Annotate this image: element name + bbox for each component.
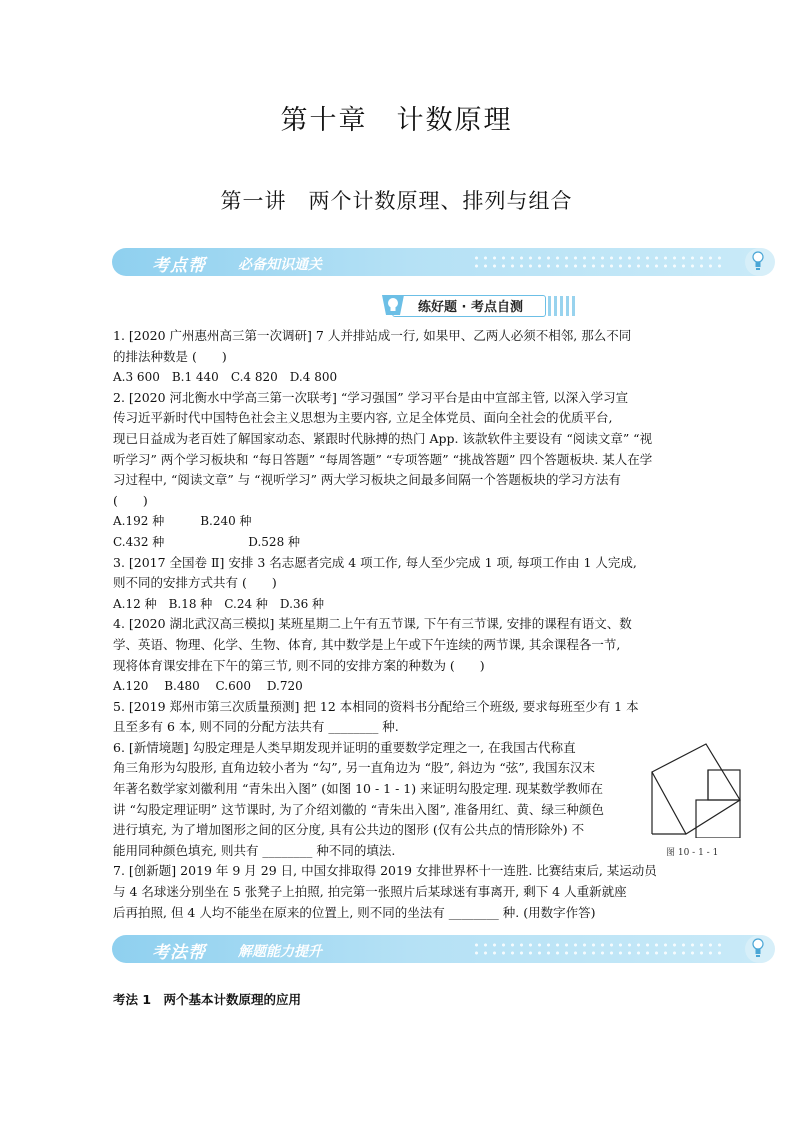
- question-text-line: 则不同的安排方式共有 ( ): [113, 575, 277, 591]
- question-item: [113, 388, 683, 553]
- section-banner-kaodianbang: [112, 248, 775, 276]
- question-options: C.432 种 D.528 种: [113, 534, 301, 549]
- question-text-line: 现将体育课安排在下午的第三节, 则不同的安排方案的种数为 ( ): [113, 657, 485, 673]
- question-text-line: 进行填充, 为了增加图形之间的区分度, 具有公共边的图形 (仅有公共点的情形除外) 不: [113, 822, 585, 838]
- question-options: A.192 种 B.240 种: [113, 514, 252, 529]
- question-text-line: 1. [2020 广州惠州高三第一次调研] 7 人并排站成一行, 如果甲、乙两人必须不相邻, 那么不同: [113, 328, 632, 343]
- banner-dot-pattern: [472, 941, 722, 957]
- question-item: [113, 738, 683, 862]
- question-text-line: 能用同种颜色填充, 则共有 ________ 种不同的填法.: [113, 842, 396, 858]
- question-text-line: 年著名数学家刘徽利用 “青朱出入图” (如图 10 - 1 - 1) 来证明勾股定理. 现某数学教师在: [113, 781, 604, 797]
- question-text-line: ( ): [113, 492, 148, 508]
- question-text-line: 习过程中, “阅读文章” 与 “视听学习” 两大学习板块之间最多间隔一个答题板块的学习方法有: [113, 472, 621, 488]
- banner-dot-pattern: [472, 254, 722, 270]
- question-text-line: 后再拍照, 但 4 人均不能坐在原来的位置上, 则不同的坐法有 ________ 种. (用数字作答): [113, 904, 596, 920]
- question-item: [113, 861, 683, 923]
- section-banner-kaofabang: [112, 935, 775, 963]
- banner-title: 考点帮: [152, 256, 206, 276]
- lightbulb-icon: [751, 937, 765, 959]
- question-text-line: 与 4 名球迷分别坐在 5 张凳子上拍照, 拍完第一张照片后某球迷有事离开, 剩下 4 人重新就座: [113, 884, 627, 900]
- banner-title: 考法帮: [152, 943, 206, 963]
- lightbulb-badge-icon: [380, 293, 406, 317]
- question-list: [113, 326, 683, 923]
- qingzhu-churu-figure: [648, 742, 744, 838]
- banner-subtitle: 解题能力提升: [238, 944, 322, 960]
- practice-tag: [380, 293, 580, 317]
- question-options: A.3 600 B.1 440 C.4 820 D.4 800: [113, 370, 338, 385]
- lecture-title: 第一讲 两个计数原理、排列与组合: [220, 189, 573, 213]
- practice-tag-stripes: [548, 296, 578, 316]
- question-text-line: 且至多有 6 本, 则不同的分配方法共有 ________ 种.: [113, 719, 399, 735]
- practice-tag-label: 练好题 · 考点自测: [418, 300, 523, 315]
- question-item: [113, 553, 683, 615]
- figure-caption: 图 10 - 1 - 1: [666, 848, 719, 858]
- question-text-line: 7. [创新题] 2019 年 9 月 29 日, 中国女排取得 2019 女排世界杯十一连胜. 比赛结束后, 某运动员: [113, 863, 657, 879]
- banner-subtitle: 必备知识通关: [238, 257, 322, 273]
- chapter-title: 第十章 计数原理: [280, 105, 513, 136]
- question-options: A.120 B.480 C.600 D.720: [113, 679, 303, 694]
- question-text-line: 3. [2017 全国卷 Ⅱ] 安排 3 名志愿者完成 4 项工作, 每人至少完成 1 项, 每项工作由 1 人完成,: [113, 554, 637, 570]
- question-text-line: 听学习” 两个学习板块和 “每日答题” “每周答题” “专项答题” “挑战答题” 四个答题板块. 某人在学: [113, 451, 653, 467]
- question-text-line: 学、英语、物理、化学、生物、体育, 其中数学是上午或下午连续的两节课, 其余课程各一节,: [113, 636, 621, 652]
- question-options: A.12 种 B.18 种 C.24 种 D.36 种: [113, 596, 325, 611]
- method-heading: 考法 1 两个基本计数原理的应用: [113, 992, 302, 1007]
- question-text-line: 讲 “勾股定理证明” 这节课时, 为了介绍刘徽的 “青朱出入图”, 准备用红、黄、绿三种颜色: [113, 801, 604, 817]
- question-item: [113, 326, 683, 388]
- question-item: [113, 697, 683, 738]
- lightbulb-icon: [751, 250, 765, 272]
- question-item: [113, 614, 683, 696]
- question-text-line: 6. [新情境题] 勾股定理是人类早期发现并证明的重要数学定理之一, 在我国古代称直: [113, 739, 576, 755]
- question-text-line: 5. [2019 郑州市第三次质量预测] 把 12 本相同的资料书分配给三个班级, 要求每班至少有 1 本: [113, 698, 639, 714]
- question-text-line: 角三角形为勾股形, 直角边较小者为 “勾”, 另一直角边为 “股”, 斜边为 “弦”, 我国东汉末: [113, 760, 596, 776]
- question-text-line: 2. [2020 河北衡水中学高三第一次联考] “学习强国” 学习平台是由中宣部主管, 以深入学习宣: [113, 389, 629, 405]
- question-text-line: 现已日益成为老百姓了解国家动态、紧跟时代脉搏的热门 App. 该款软件主要设有 “阅读文章” “视: [113, 430, 653, 446]
- question-text-line: 传习近平新时代中国特色社会主义思想为主要内容, 立足全体党员、面向全社会的优质平台,: [113, 410, 613, 426]
- question-text-line: 的排法种数是 ( ): [113, 348, 227, 364]
- question-text-line: 4. [2020 湖北武汉高三模拟] 某班星期二上午有五节课, 下午有三节课, 安排的课程有语文、数: [113, 616, 632, 632]
